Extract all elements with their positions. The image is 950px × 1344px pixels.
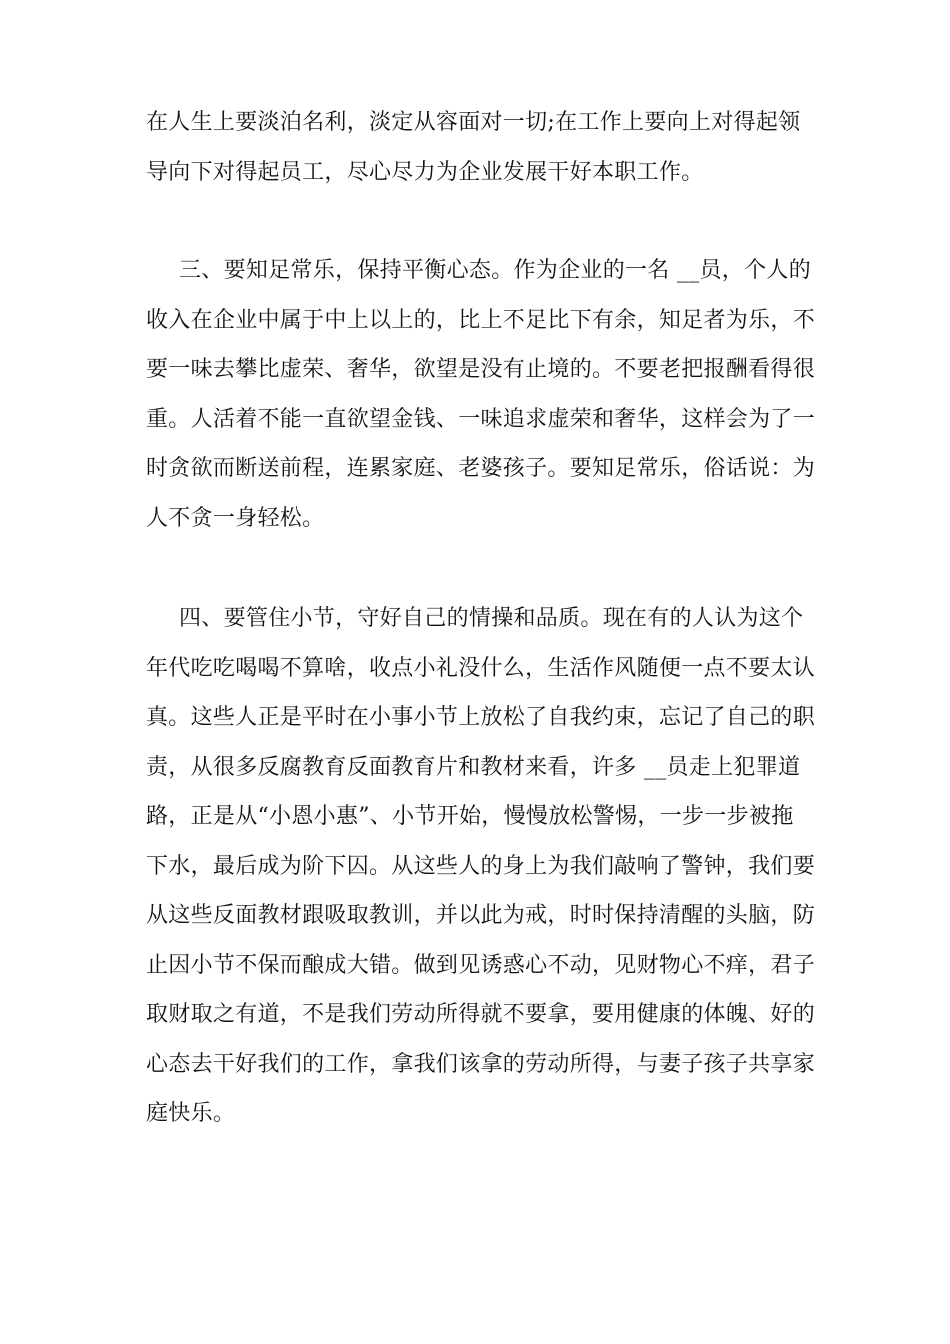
paragraph-contentment [146,246,826,543]
text-line: 心态去干好我们的工作，拿我们该拿的劳动所得，与妻子孩子共享家 [146,1051,816,1077]
text-line: 下水，最后成为阶下囚。从这些人的身上为我们敲响了警钟，我们要 [146,853,816,879]
text-line: 在人生上要淡泊名利，淡定从容面对一切;在工作上要向上对得起领 [146,110,801,135]
text-line: 三、要知足常乐，保持平衡心态。作为企业的一名 __员，个人的 [179,258,811,283]
paragraph-life-attitude [146,98,826,197]
text-line: 从这些反面教材跟吸取教训，并以此为戒，时时保持清醒的头脑，防 [146,903,816,928]
text-line: 真。这些人正是平时在小事小节上放松了自我约束，忘记了自己的职 [146,705,816,730]
text-line: 导向下对得起员工，尽心尽力为企业发展干好本职工作。 [146,159,704,185]
text-line: 责，从很多反腐教育反面教育片和教材来看，许多 __员走上犯罪道 [146,754,801,780]
text-line: 收入在企业中属于中上以上的，比上不足比下有余，知足者为乐，不 [146,307,816,333]
text-line: 止因小节不保而酿成大错。做到见诱惑心不动，见财物心不痒，君子 [146,952,816,978]
text-line: 时贪欲而断送前程，连累家庭、老婆孩子。要知足常乐，俗话说：为 [146,456,816,481]
text-line: 要一味去攀比虚荣、奢华，欲望是没有止境的。不要老把报酬看得很 [146,357,816,382]
text-line: 人不贪一身轻松。 [146,505,325,531]
text-line: 四、要管住小节，守好自己的情操和品质。现在有的人认为这个 [179,606,804,631]
paragraph-small-details [146,594,826,1139]
text-line: 庭快乐。 [146,1101,236,1126]
text-line: 路，正是从“小恩小惠”、小节开始，慢慢放松警惕，一步一步被拖 [146,804,794,829]
text-line: 重。人活着不能一直欲望金钱、一味追求虚荣和奢华，这样会为了一 [146,406,816,432]
text-line: 取财取之有道，不是我们劳动所得就不要拿，要用健康的体魄、好的 [146,1002,816,1027]
text-line: 年代吃吃喝喝不算啥，收点小礼没什么，生活作风随便一点不要太认 [146,655,816,681]
